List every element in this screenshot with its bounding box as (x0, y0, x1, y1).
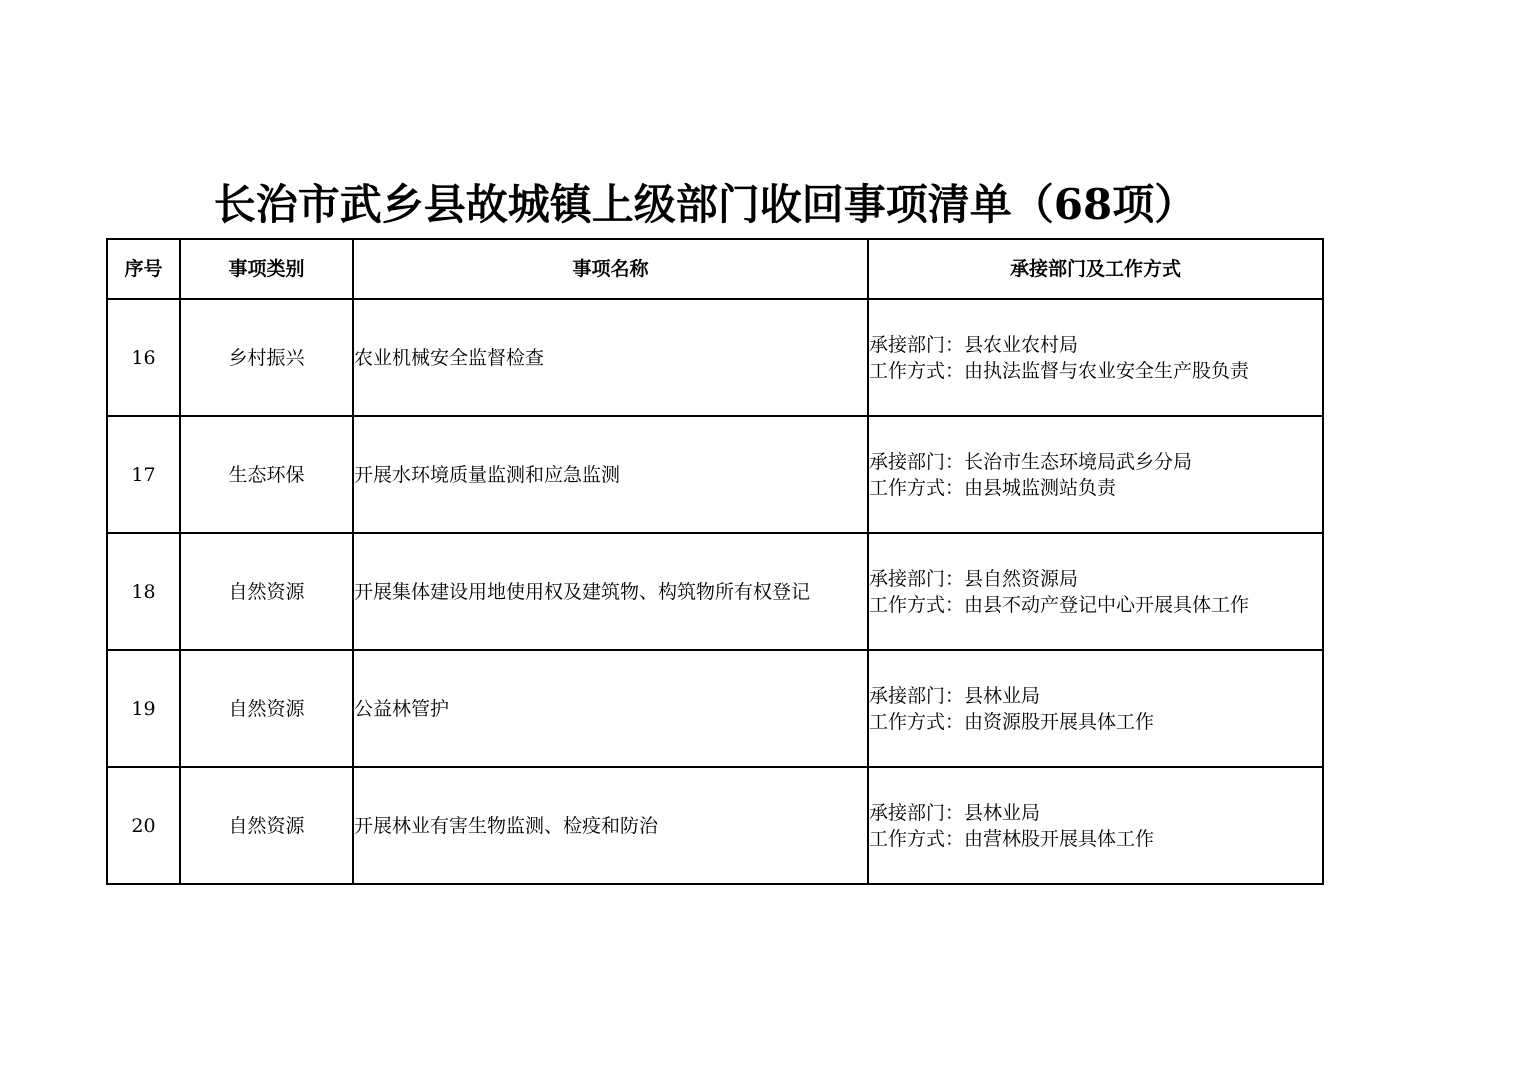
table-row (107, 299, 1323, 416)
items-table (106, 238, 1324, 885)
cell-name: 开展水环境质量监测和应急监测 (353, 416, 868, 533)
table-row (107, 650, 1323, 767)
header-dept-method: 承接部门及工作方式 (868, 239, 1323, 299)
method-line: 工作方式：由县城监测站负责 (869, 476, 1117, 499)
cell-no: 18 (107, 533, 180, 650)
header-category: 事项类别 (180, 239, 353, 299)
dept-line: 承接部门：县农业农村局 (869, 333, 1079, 356)
table-row (107, 767, 1323, 884)
cell-name: 开展集体建设用地使用权及建筑物、构筑物所有权登记 (353, 533, 868, 650)
dept-line: 承接部门：长治市生态环境局武乡分局 (869, 450, 1193, 473)
cell-category: 自然资源 (180, 767, 353, 884)
cell-dept-method (868, 533, 1323, 650)
cell-name: 开展林业有害生物监测、检疫和防治 (353, 767, 868, 884)
method-line: 工作方式：由执法监督与农业安全生产股负责 (869, 359, 1250, 382)
method-line: 工作方式：由资源股开展具体工作 (869, 710, 1155, 733)
page-title: 长治市武乡县故城镇上级部门收回事项清单（68项） (213, 180, 1197, 229)
cell-name: 农业机械安全监督检查 (353, 299, 868, 416)
cell-dept-method (868, 767, 1323, 884)
method-line: 工作方式：由县不动产登记中心开展具体工作 (869, 593, 1250, 616)
cell-no: 17 (107, 416, 180, 533)
cell-category: 生态环保 (180, 416, 353, 533)
table-header-row (107, 239, 1323, 299)
cell-category: 自然资源 (180, 650, 353, 767)
cell-category: 自然资源 (180, 533, 353, 650)
cell-dept-method (868, 416, 1323, 533)
cell-name: 公益林管护 (353, 650, 868, 767)
cell-no: 16 (107, 299, 180, 416)
header-no: 序号 (107, 239, 180, 299)
header-name: 事项名称 (353, 239, 868, 299)
dept-line: 承接部门：县自然资源局 (869, 567, 1079, 590)
method-line: 工作方式：由营林股开展具体工作 (869, 827, 1155, 850)
table-row (107, 416, 1323, 533)
cell-no: 20 (107, 767, 180, 884)
dept-line: 承接部门：县林业局 (869, 684, 1041, 707)
dept-line: 承接部门：县林业局 (869, 801, 1041, 824)
table-row (107, 533, 1323, 650)
cell-no: 19 (107, 650, 180, 767)
cell-dept-method (868, 650, 1323, 767)
cell-dept-method (868, 299, 1323, 416)
cell-category: 乡村振兴 (180, 299, 353, 416)
